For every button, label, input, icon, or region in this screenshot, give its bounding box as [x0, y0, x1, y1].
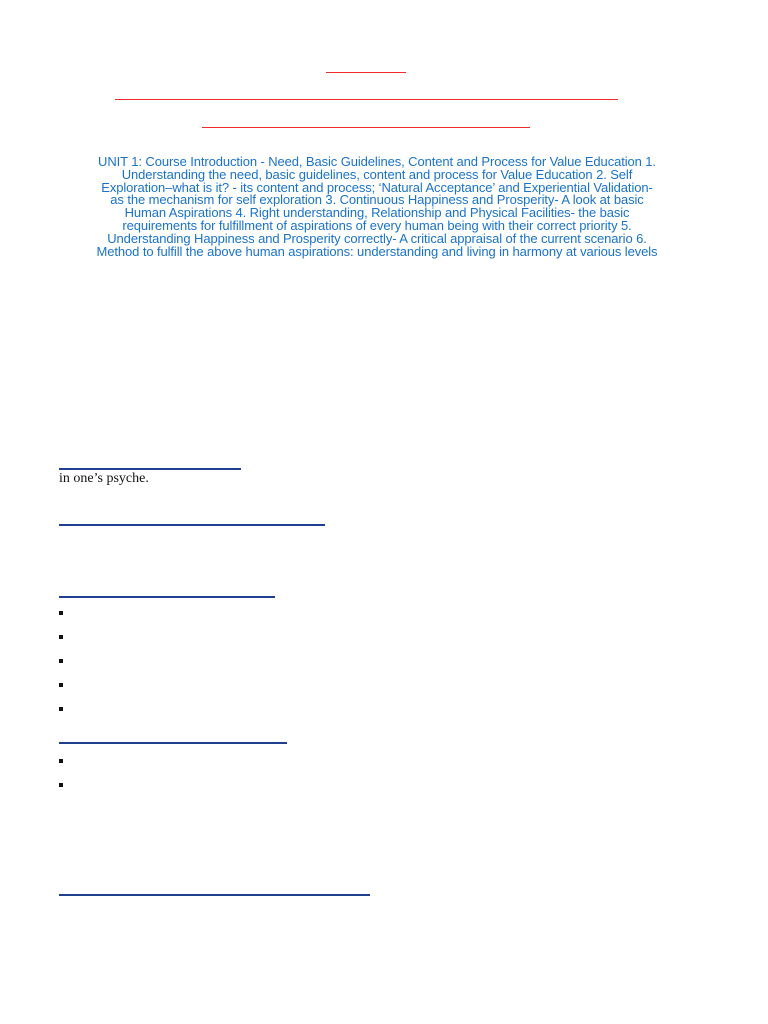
- red-underline-long: [115, 99, 618, 100]
- body-text-fragment: in one’s psyche.: [59, 471, 149, 486]
- red-underline-short: [326, 72, 406, 73]
- red-underline-medium: [202, 127, 530, 128]
- list-bullet: [59, 707, 63, 711]
- unit-description: UNIT 1: Course Introduction - Need, Basic Guidelines, Content and Process for Value Education 1. Understanding the need, basic guidelines, content and process for Value Education 2. Self Exploration–what is it? - its content and process; ‘Natural Acceptance’ and Experiential Validation- as the mechanism for self exploration 3. Continuous Happiness and Prosperity- A look at basic Human Aspirations 4. Right understanding, Relationship and Physical Facilities- the basic requirements for fulfillment of aspirations of every human being with their correct priority 5. Understanding Happiness and Prosperity correctly- A critical appraisal of the current scenario 6. Method to fulfill the above human aspirations: understanding and living in harmony at various levels: [96, 154, 658, 259]
- heading-underline-5: [59, 894, 370, 896]
- list-bullet: [59, 683, 63, 687]
- list-bullet: [59, 759, 63, 763]
- list-bullet: [59, 635, 63, 639]
- list-bullet: [59, 783, 63, 787]
- heading-underline-2: [59, 524, 325, 526]
- list-bullet: [59, 659, 63, 663]
- heading-underline-4: [59, 742, 287, 744]
- heading-underline-1: [59, 468, 241, 470]
- list-bullet: [59, 611, 63, 615]
- heading-underline-3: [59, 596, 275, 598]
